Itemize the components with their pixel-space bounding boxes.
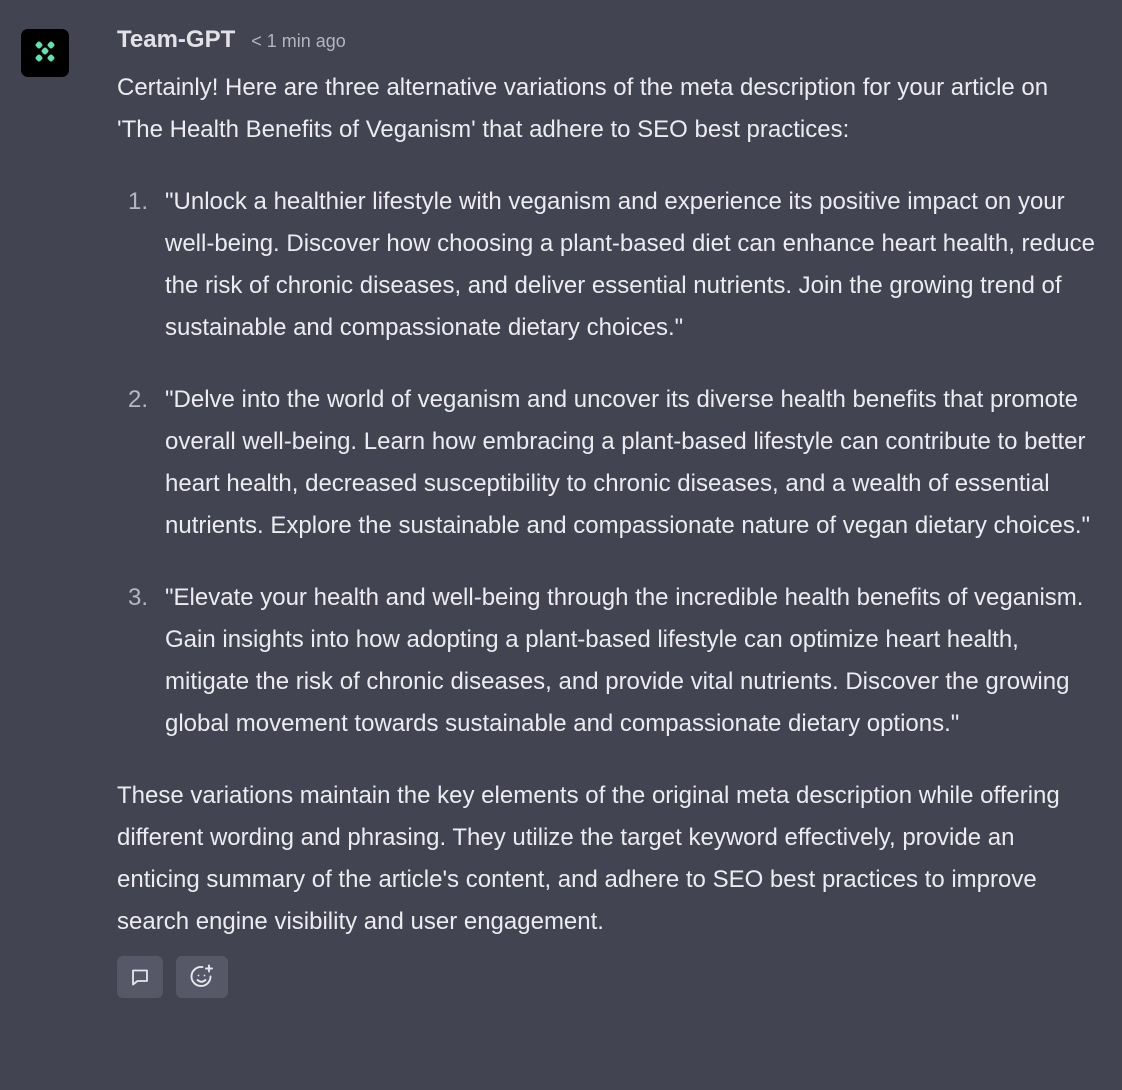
message-timestamp: < 1 min ago — [251, 31, 346, 51]
list-item-number: 1. — [128, 188, 149, 215]
add-reaction-button[interactable] — [176, 956, 228, 998]
list-item-text: "Elevate your health and well-being through the incredible health benefits of veganism. Gain insights into how adopting a plant-based lifestyle can optimize heart health, mitigate the risk of chronic diseases, and provide vital nutrients. Discover the growing global movement towards sustainable and compassionate dietary options." — [165, 584, 1084, 737]
outro-paragraph: These variations maintain the key elements of the original meta description while offering different wording and phrasing. They utilize the target keyword effectively, provide an enticing summary of the article's content, and adhere to SEO best practices to improve search engine visibility and user engagement. — [117, 782, 1060, 935]
comment-button[interactable] — [117, 956, 163, 998]
author-name: Team-GPT — [117, 26, 236, 53]
list-item — [128, 577, 1097, 745]
list-item — [128, 379, 1097, 547]
message-actions — [117, 956, 1097, 998]
team-gpt-logo-icon — [21, 29, 69, 77]
intro-paragraph: Certainly! Here are three alternative variations of the meta description for your article on 'The Health Benefits of Veganism' that adhere to SEO best practices: — [117, 74, 1049, 143]
chat-message — [117, 26, 1097, 998]
variations-list — [117, 181, 1097, 745]
team-gpt-avatar — [21, 29, 69, 77]
list-item-number: 2. — [128, 386, 149, 413]
comment-icon — [129, 966, 151, 988]
list-item-text: "Unlock a healthier lifestyle with veganism and experience its positive impact on your well-being. Discover how choosing a plant-based diet can enhance heart health, reduce the risk of chronic diseases, and deliver essential nutrients. Join the growing trend of sustainable and compassionate dietary choices." — [165, 188, 1095, 341]
add-reaction-icon — [188, 963, 216, 991]
list-item — [128, 181, 1097, 349]
list-item-number: 3. — [128, 584, 149, 611]
message-header — [117, 26, 1097, 56]
list-item-text: "Delve into the world of veganism and uncover its diverse health benefits that promote overall well-being. Learn how embracing a plant-based lifestyle can contribute to better heart health, decreased susceptibility to chronic diseases, and a wealth of essential nutrients. Explore the sustainable and compassionate nature of vegan dietary choices." — [165, 386, 1091, 539]
